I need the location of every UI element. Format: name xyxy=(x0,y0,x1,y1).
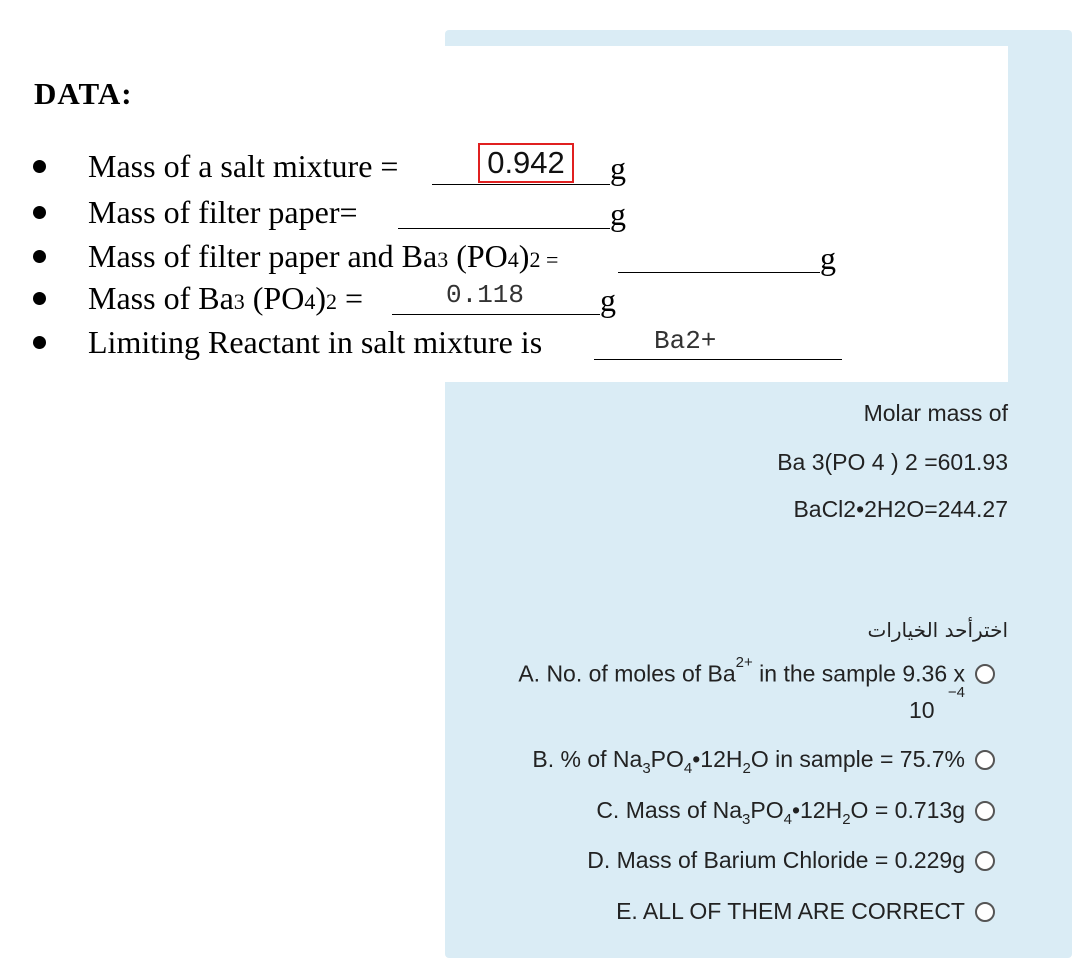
option-b-label: B. % of $Na_3PO_4•12H_2O$ in sample = 75.7% xyxy=(532,746,965,777)
unit-label: g xyxy=(610,150,626,186)
option-c-radio[interactable] xyxy=(975,801,995,821)
bullet-icon xyxy=(33,336,46,349)
row-label: Mass of filter paper= xyxy=(88,194,358,230)
answer-blank xyxy=(398,198,610,229)
row-label: Mass of filter paper and Ba3 (PO4)2 = xyxy=(88,238,559,274)
bullet-icon xyxy=(33,160,46,173)
option-a-label: A. No. of moles of $Ba^{2+}$ in the sample 9.36 x xyxy=(518,654,965,687)
molar-mass-bacl2: BaCl2•2H2O=244.27 xyxy=(793,496,1008,522)
option-e-label: E. ALL OF THEM ARE CORRECT xyxy=(616,898,965,924)
data-heading: DATA: xyxy=(34,76,133,111)
choose-one-prompt: اخترأحد الخيارات xyxy=(867,618,1008,642)
data-row-limiting-reactant xyxy=(0,322,600,362)
option-a-radio[interactable] xyxy=(975,664,995,684)
option-c-label: C. Mass of $Na_3PO_4•12H_2O = 0.713g$ xyxy=(596,797,965,828)
option-d-label: D. Mass of Barium Chloride = 0.229g xyxy=(587,847,965,873)
molar-mass-title: Molar mass of xyxy=(863,400,1008,426)
answer-blank xyxy=(618,240,820,273)
unit-label: g xyxy=(610,196,626,232)
row-label: Mass of Ba3 (PO4)2 = xyxy=(88,280,364,316)
unit-label: g xyxy=(600,282,616,318)
limiting-reactant-value: Ba2+ xyxy=(654,326,717,356)
molar-mass-ba3po42: Ba 3(PO 4 ) 2 =601.93 xyxy=(777,449,1008,475)
salt-mass-value: 0.942 xyxy=(478,143,574,183)
option-a-exponent: −4 xyxy=(947,684,965,701)
option-e-radio[interactable] xyxy=(975,902,995,922)
row-label: Limiting Reactant in salt mixture is xyxy=(88,324,543,360)
option-b-radio[interactable] xyxy=(975,750,995,770)
answer-blank xyxy=(594,326,842,360)
option-d-radio[interactable] xyxy=(975,851,995,871)
bullet-icon xyxy=(33,206,46,219)
precipitate-mass-value: 0.118 xyxy=(446,280,525,310)
row-label: Mass of a salt mixture = xyxy=(88,148,399,184)
bullet-icon xyxy=(33,292,46,305)
option-a-base: 10 xyxy=(909,697,935,723)
bullet-icon xyxy=(33,250,46,263)
unit-label: g xyxy=(820,240,836,276)
